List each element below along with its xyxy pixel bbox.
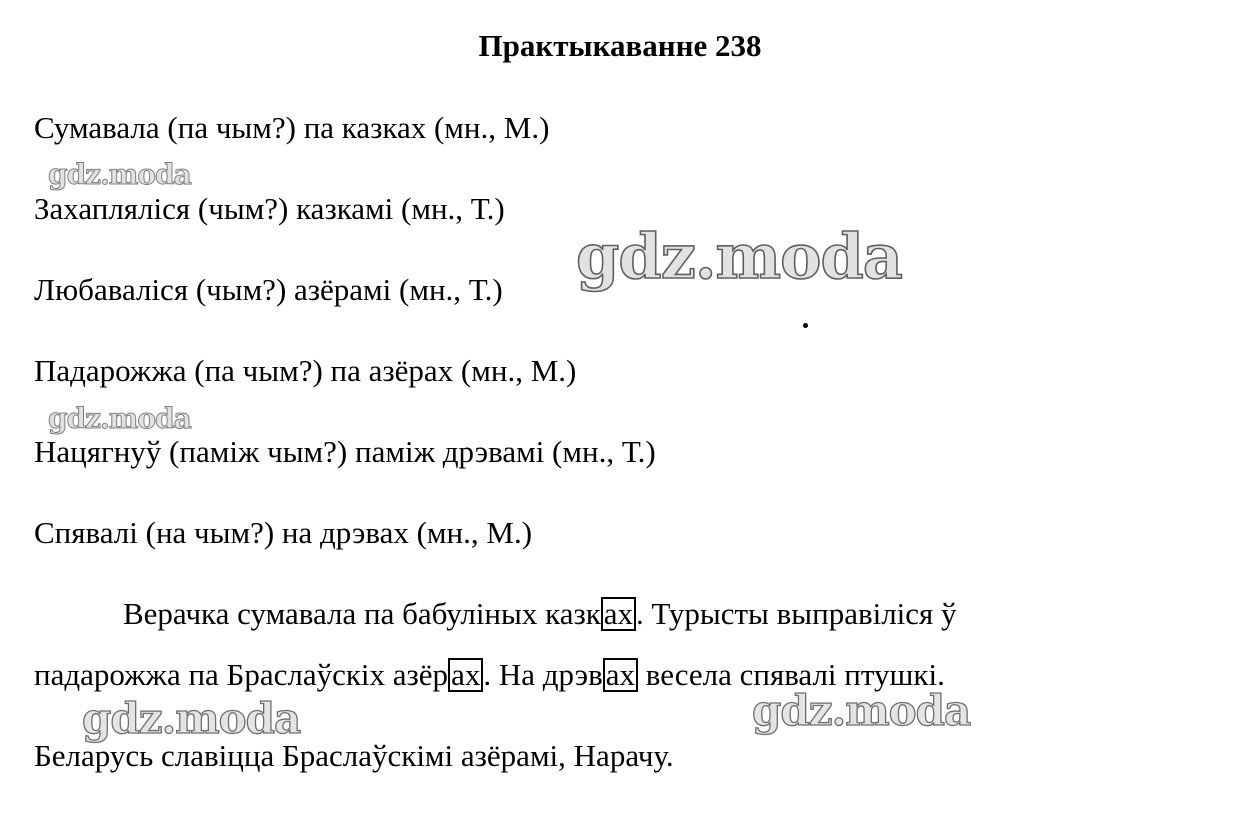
ending-box: ах <box>448 658 483 692</box>
ending-box: ах <box>603 658 638 692</box>
paragraph-line-3: Беларусь славіцца Браслаўскімі азёрамі, Нарачу. <box>34 738 674 773</box>
answer-line-2: Захапляліся (чым?) казкамі (мн., Т.) <box>34 191 505 226</box>
watermark: gdz.moda <box>752 686 971 735</box>
ending-box: ах <box>601 597 636 631</box>
text-fragment: . Турысты выправіліся ў <box>636 596 957 631</box>
stray-dot <box>803 323 808 328</box>
text-fragment: падарожжа па Браслаўскіх азёр <box>34 657 449 692</box>
answer-line-1: Сумавала (па чым?) па казках (мн., М.) <box>34 110 550 145</box>
text-fragment: . На дрэв <box>483 657 603 692</box>
watermark: gdz.moda <box>48 158 191 191</box>
answer-line-3: Любаваліся (чым?) азёрамі (мн., Т.) <box>34 272 503 307</box>
watermark: gdz.moda <box>82 694 301 743</box>
text-fragment: Верачка сумавала па бабуліных казк <box>123 596 601 631</box>
paragraph-line-1 <box>123 594 957 634</box>
answer-line-5: Нацягнуў (паміж чым?) паміж дрэвамі (мн., Т.) <box>34 434 656 469</box>
page-title: Практыкаванне 238 <box>478 28 762 63</box>
answer-line-4: Падарожжа (па чым?) па азёрах (мн., М.) <box>34 353 577 388</box>
text-fragment: весела спявалі птушкі. <box>637 657 945 692</box>
watermark: gdz.moda <box>576 220 902 293</box>
answer-line-6: Спявалі (на чым?) на дрэвах (мн., М.) <box>34 515 533 550</box>
watermark: gdz.moda <box>48 402 191 435</box>
